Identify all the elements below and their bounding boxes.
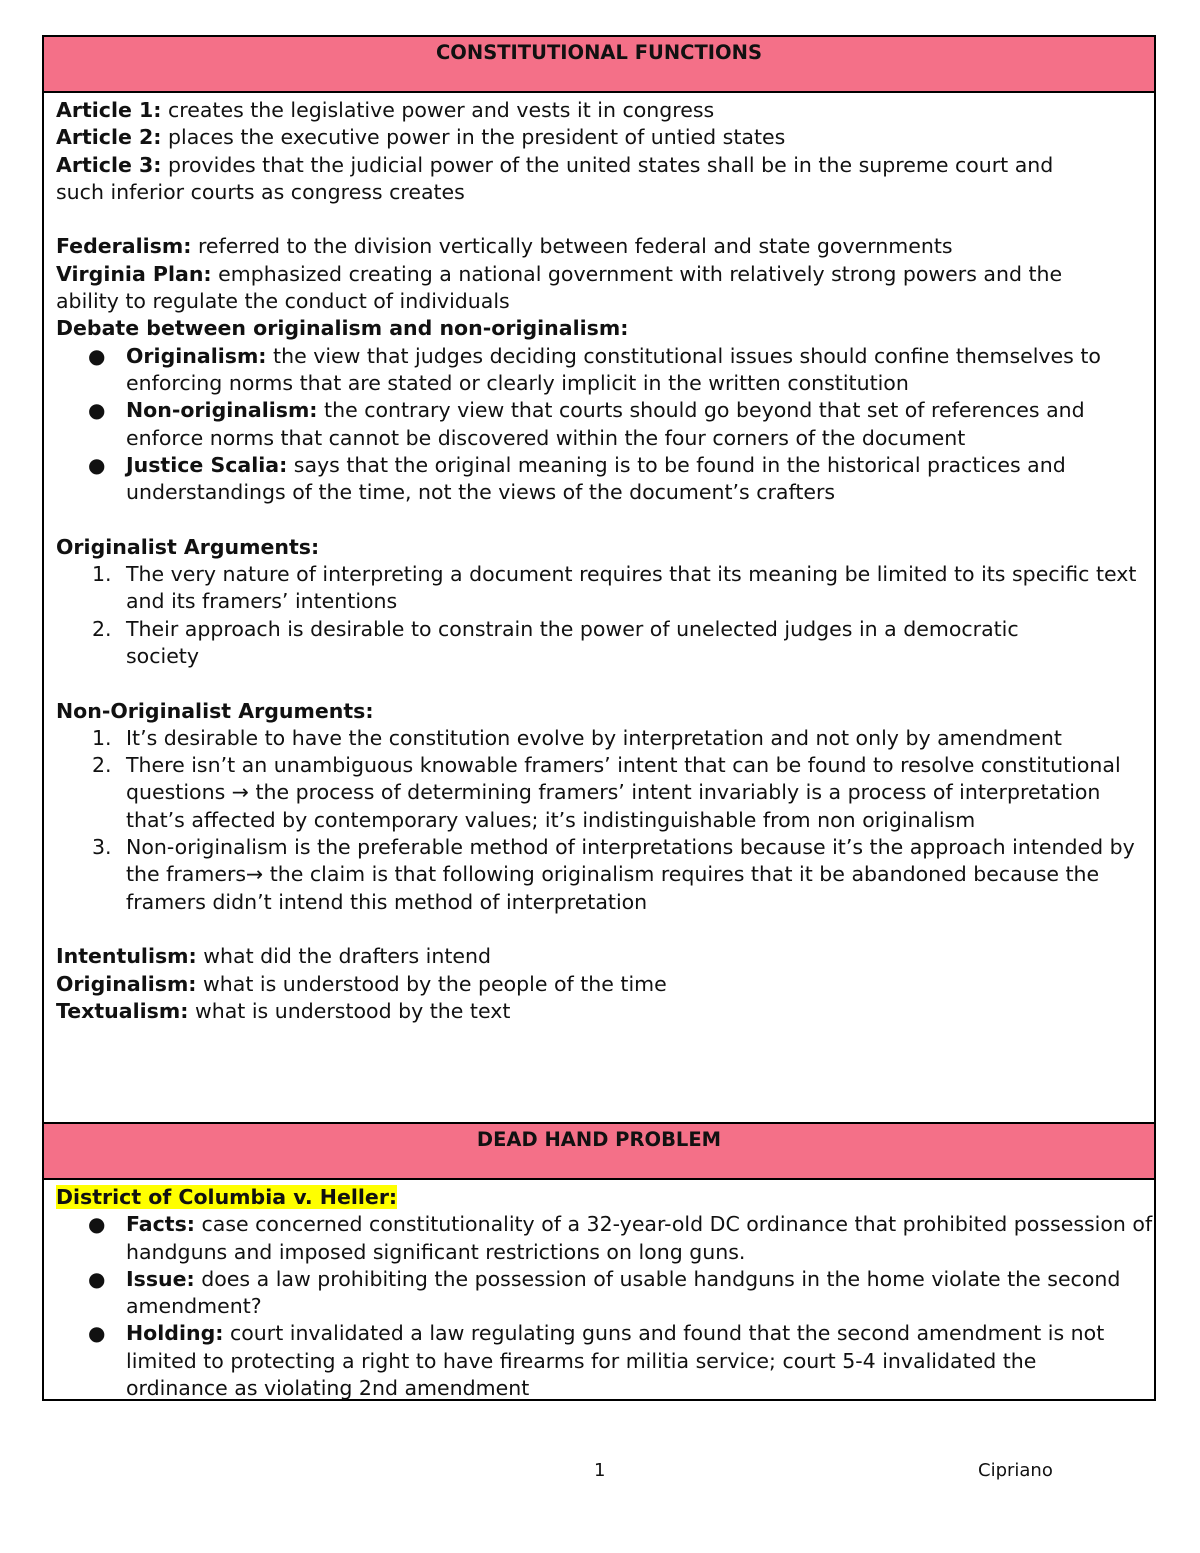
originalist-args bbox=[56, 561, 1144, 670]
federalism: Federalism: referred to the division vertically between federal and state governments bbox=[56, 234, 953, 259]
section-body-constitutional-functions bbox=[44, 93, 1154, 1124]
def-intentulism: Intentulism: what did the drafters intend bbox=[56, 944, 492, 969]
debate-list bbox=[56, 343, 1144, 507]
list-item: 2. There isn’t an unambiguous knowable framers’ intent that can be found to resolve constitutional questions → the process of determining framers’ intent invariably is a process of interpretation that’s affected by contemporary values; it’s indistinguishable from non originalism bbox=[92, 753, 1121, 832]
debate-heading: Debate between originalism and non-originalism: bbox=[56, 316, 629, 341]
section-header-dead-hand-problem: DEAD HAND PROBLEM bbox=[44, 1124, 1154, 1180]
article-1: Article 1: creates the legislative power and vests it in congress bbox=[56, 98, 715, 122]
list-item: 3. Non-originalism is the preferable method of interpretations because it’s the approach intended by the framers→ the claim is that following originalism requires that it be abandoned because the framers didn’t intend this method of interpretation bbox=[92, 835, 1135, 914]
notes-table bbox=[42, 35, 1156, 1401]
article-3: Article 3: provides that the judicial power of the united states shall be in the supreme court and such inferior courts as congress creates bbox=[56, 152, 1054, 204]
author-name: Cipriano bbox=[978, 1460, 1053, 1481]
non-originalist-heading: Non-Originalist Arguments: bbox=[56, 698, 374, 723]
non-originalist-args bbox=[56, 725, 1144, 916]
list-item: ● Originalism: the view that judges deciding constitutional issues should confine themselves to enforcing norms that are stated or clearly implicit in the written constitution bbox=[88, 343, 1101, 395]
list-item: ● Non-originalism: the contrary view that courts should go beyond that set of references and enforce norms that cannot be discovered within the four corners of the document bbox=[88, 398, 1085, 450]
def-textualism: Textualism: what is understood by the text bbox=[56, 998, 511, 1023]
list-item: ● Facts: case concerned constitutionality of a 32-year-old DC ordinance that prohibited possession of handguns and imposed significant restrictions on long guns. bbox=[88, 1212, 1153, 1264]
case-title: District of Columbia v. Heller: bbox=[56, 1185, 398, 1209]
def-originalism: Originalism: what is understood by the people of the time bbox=[56, 971, 667, 996]
virginia-plan: Virginia Plan: emphasized creating a national government with relatively strong powers and the ability to regulate the conduct of individuals bbox=[56, 261, 1063, 314]
list-item: 1. The very nature of interpreting a document requires that its meaning be limited to its specific text and its framers’ intentions bbox=[92, 562, 1137, 614]
list-item: 1. It’s desirable to have the constitution evolve by interpretation and not only by amendment bbox=[92, 725, 1062, 750]
case-list bbox=[56, 1211, 1153, 1402]
list-item: 2. Their approach is desirable to constrain the power of unelected judges in a democratic society bbox=[92, 616, 1019, 668]
section-body-dead-hand-problem bbox=[44, 1180, 1154, 1399]
section-header-constitutional-functions: CONSTITUTIONAL FUNCTIONS bbox=[44, 37, 1154, 93]
list-item: ● Issue: does a law prohibiting the possession of usable handguns in the home violate the second amendment? bbox=[88, 1266, 1121, 1319]
list-item: ● Justice Scalia: says that the original meaning is to be found in the historical practices and understandings of the time, not the views of the document’s crafters bbox=[88, 452, 1066, 505]
article-2: Article 2: places the executive power in the president of untied states bbox=[56, 125, 786, 150]
originalist-heading: Originalist Arguments: bbox=[56, 534, 320, 559]
page-number: 1 bbox=[594, 1460, 606, 1481]
list-item: ● Holding: court invalidated a law regulating guns and found that the second amendment is not limited to protecting a right to have firearms for militia service; court 5-4 invalidated the ordinance as violating 2nd amendment bbox=[88, 1321, 1105, 1401]
